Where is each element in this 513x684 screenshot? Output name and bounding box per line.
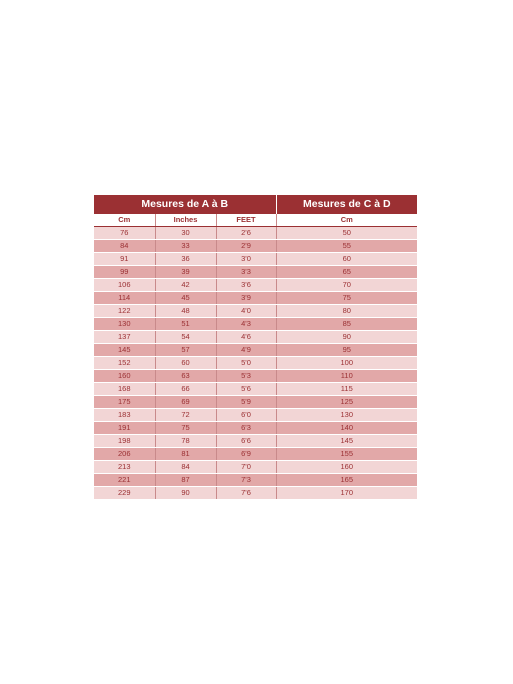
column-header-row — [94, 214, 417, 227]
cell-cm-cd: 90 — [276, 331, 417, 344]
cell-feet: 6'9 — [216, 448, 276, 461]
cell-feet: 6'0 — [216, 409, 276, 422]
cell-feet: 4'6 — [216, 331, 276, 344]
cell-feet: 3'6 — [216, 279, 276, 292]
cell-cm-cd: 85 — [276, 318, 417, 331]
cell-cm: 106 — [94, 279, 155, 292]
cell-feet: 4'0 — [216, 305, 276, 318]
group-header-c-to-d: Mesures de C à D — [276, 195, 417, 214]
cell-cm-cd: 70 — [276, 279, 417, 292]
cell-cm: 168 — [94, 383, 155, 396]
cell-feet: 2'9 — [216, 240, 276, 253]
table-row — [94, 240, 417, 253]
group-header-row — [94, 195, 417, 214]
table-row — [94, 357, 417, 370]
table-row — [94, 305, 417, 318]
cell-cm: 122 — [94, 305, 155, 318]
cell-inches: 48 — [155, 305, 216, 318]
cell-cm-cd: 55 — [276, 240, 417, 253]
cell-inches: 51 — [155, 318, 216, 331]
cell-inches: 66 — [155, 383, 216, 396]
column-header-cm-cd: Cm — [276, 214, 417, 227]
cell-feet: 7'0 — [216, 461, 276, 474]
cell-feet: 3'0 — [216, 253, 276, 266]
table-row — [94, 383, 417, 396]
cell-cm: 213 — [94, 461, 155, 474]
cell-feet: 5'9 — [216, 396, 276, 409]
cell-inches: 87 — [155, 474, 216, 487]
table-row — [94, 435, 417, 448]
cell-cm: 160 — [94, 370, 155, 383]
cell-cm-cd: 95 — [276, 344, 417, 357]
table-row — [94, 409, 417, 422]
cell-cm: 84 — [94, 240, 155, 253]
cell-cm-cd: 60 — [276, 253, 417, 266]
cell-cm: 114 — [94, 292, 155, 305]
cell-cm: 221 — [94, 474, 155, 487]
cell-inches: 72 — [155, 409, 216, 422]
cell-feet: 5'3 — [216, 370, 276, 383]
group-header-a-to-b: Mesures de A à B — [94, 195, 276, 214]
cell-inches: 54 — [155, 331, 216, 344]
cell-cm-cd: 125 — [276, 396, 417, 409]
cell-cm: 191 — [94, 422, 155, 435]
cell-cm: 183 — [94, 409, 155, 422]
cell-feet: 5'0 — [216, 357, 276, 370]
cell-cm-cd: 160 — [276, 461, 417, 474]
cell-inches: 84 — [155, 461, 216, 474]
cell-cm: 206 — [94, 448, 155, 461]
cell-inches: 42 — [155, 279, 216, 292]
cell-inches: 36 — [155, 253, 216, 266]
cell-cm: 145 — [94, 344, 155, 357]
cell-cm: 76 — [94, 227, 155, 240]
cell-cm: 175 — [94, 396, 155, 409]
cell-cm-cd: 80 — [276, 305, 417, 318]
table-row — [94, 396, 417, 409]
cell-inches: 81 — [155, 448, 216, 461]
cell-feet: 6'6 — [216, 435, 276, 448]
cell-inches: 69 — [155, 396, 216, 409]
column-header-inches: Inches — [155, 214, 216, 227]
cell-inches: 30 — [155, 227, 216, 240]
cell-cm: 229 — [94, 487, 155, 500]
cell-feet: 3'9 — [216, 292, 276, 305]
cell-cm-cd: 115 — [276, 383, 417, 396]
cell-cm: 91 — [94, 253, 155, 266]
cell-feet: 6'3 — [216, 422, 276, 435]
table-row — [94, 474, 417, 487]
cell-inches: 57 — [155, 344, 216, 357]
cell-feet: 4'9 — [216, 344, 276, 357]
cell-inches: 78 — [155, 435, 216, 448]
cell-inches: 39 — [155, 266, 216, 279]
cell-feet: 5'6 — [216, 383, 276, 396]
cell-cm-cd: 65 — [276, 266, 417, 279]
table-body — [94, 227, 417, 500]
cell-cm-cd: 110 — [276, 370, 417, 383]
cell-feet: 7'6 — [216, 487, 276, 500]
cell-inches: 90 — [155, 487, 216, 500]
table-row — [94, 448, 417, 461]
table-row — [94, 279, 417, 292]
table-row — [94, 292, 417, 305]
cell-feet: 4'3 — [216, 318, 276, 331]
cell-feet: 7'3 — [216, 474, 276, 487]
cell-cm-cd: 130 — [276, 409, 417, 422]
cell-inches: 75 — [155, 422, 216, 435]
cell-cm-cd: 170 — [276, 487, 417, 500]
cell-cm: 198 — [94, 435, 155, 448]
cell-inches: 60 — [155, 357, 216, 370]
table-row — [94, 227, 417, 240]
table-row — [94, 331, 417, 344]
cell-inches: 45 — [155, 292, 216, 305]
cell-cm: 137 — [94, 331, 155, 344]
table-row — [94, 266, 417, 279]
cell-cm-cd: 140 — [276, 422, 417, 435]
table-row — [94, 318, 417, 331]
table-row — [94, 344, 417, 357]
cell-cm-cd: 100 — [276, 357, 417, 370]
size-conversion-table — [94, 195, 417, 500]
cell-cm-cd: 50 — [276, 227, 417, 240]
column-header-feet: FEET — [216, 214, 276, 227]
table-row — [94, 253, 417, 266]
cell-cm: 130 — [94, 318, 155, 331]
table-row — [94, 461, 417, 474]
cell-cm: 152 — [94, 357, 155, 370]
column-header-cm: Cm — [94, 214, 155, 227]
table-row — [94, 370, 417, 383]
cell-cm-cd: 165 — [276, 474, 417, 487]
cell-feet: 2'6 — [216, 227, 276, 240]
table-row — [94, 487, 417, 500]
cell-feet: 3'3 — [216, 266, 276, 279]
cell-cm-cd: 75 — [276, 292, 417, 305]
cell-cm: 99 — [94, 266, 155, 279]
cell-inches: 63 — [155, 370, 216, 383]
cell-cm-cd: 155 — [276, 448, 417, 461]
cell-inches: 33 — [155, 240, 216, 253]
table-row — [94, 422, 417, 435]
cell-cm-cd: 145 — [276, 435, 417, 448]
